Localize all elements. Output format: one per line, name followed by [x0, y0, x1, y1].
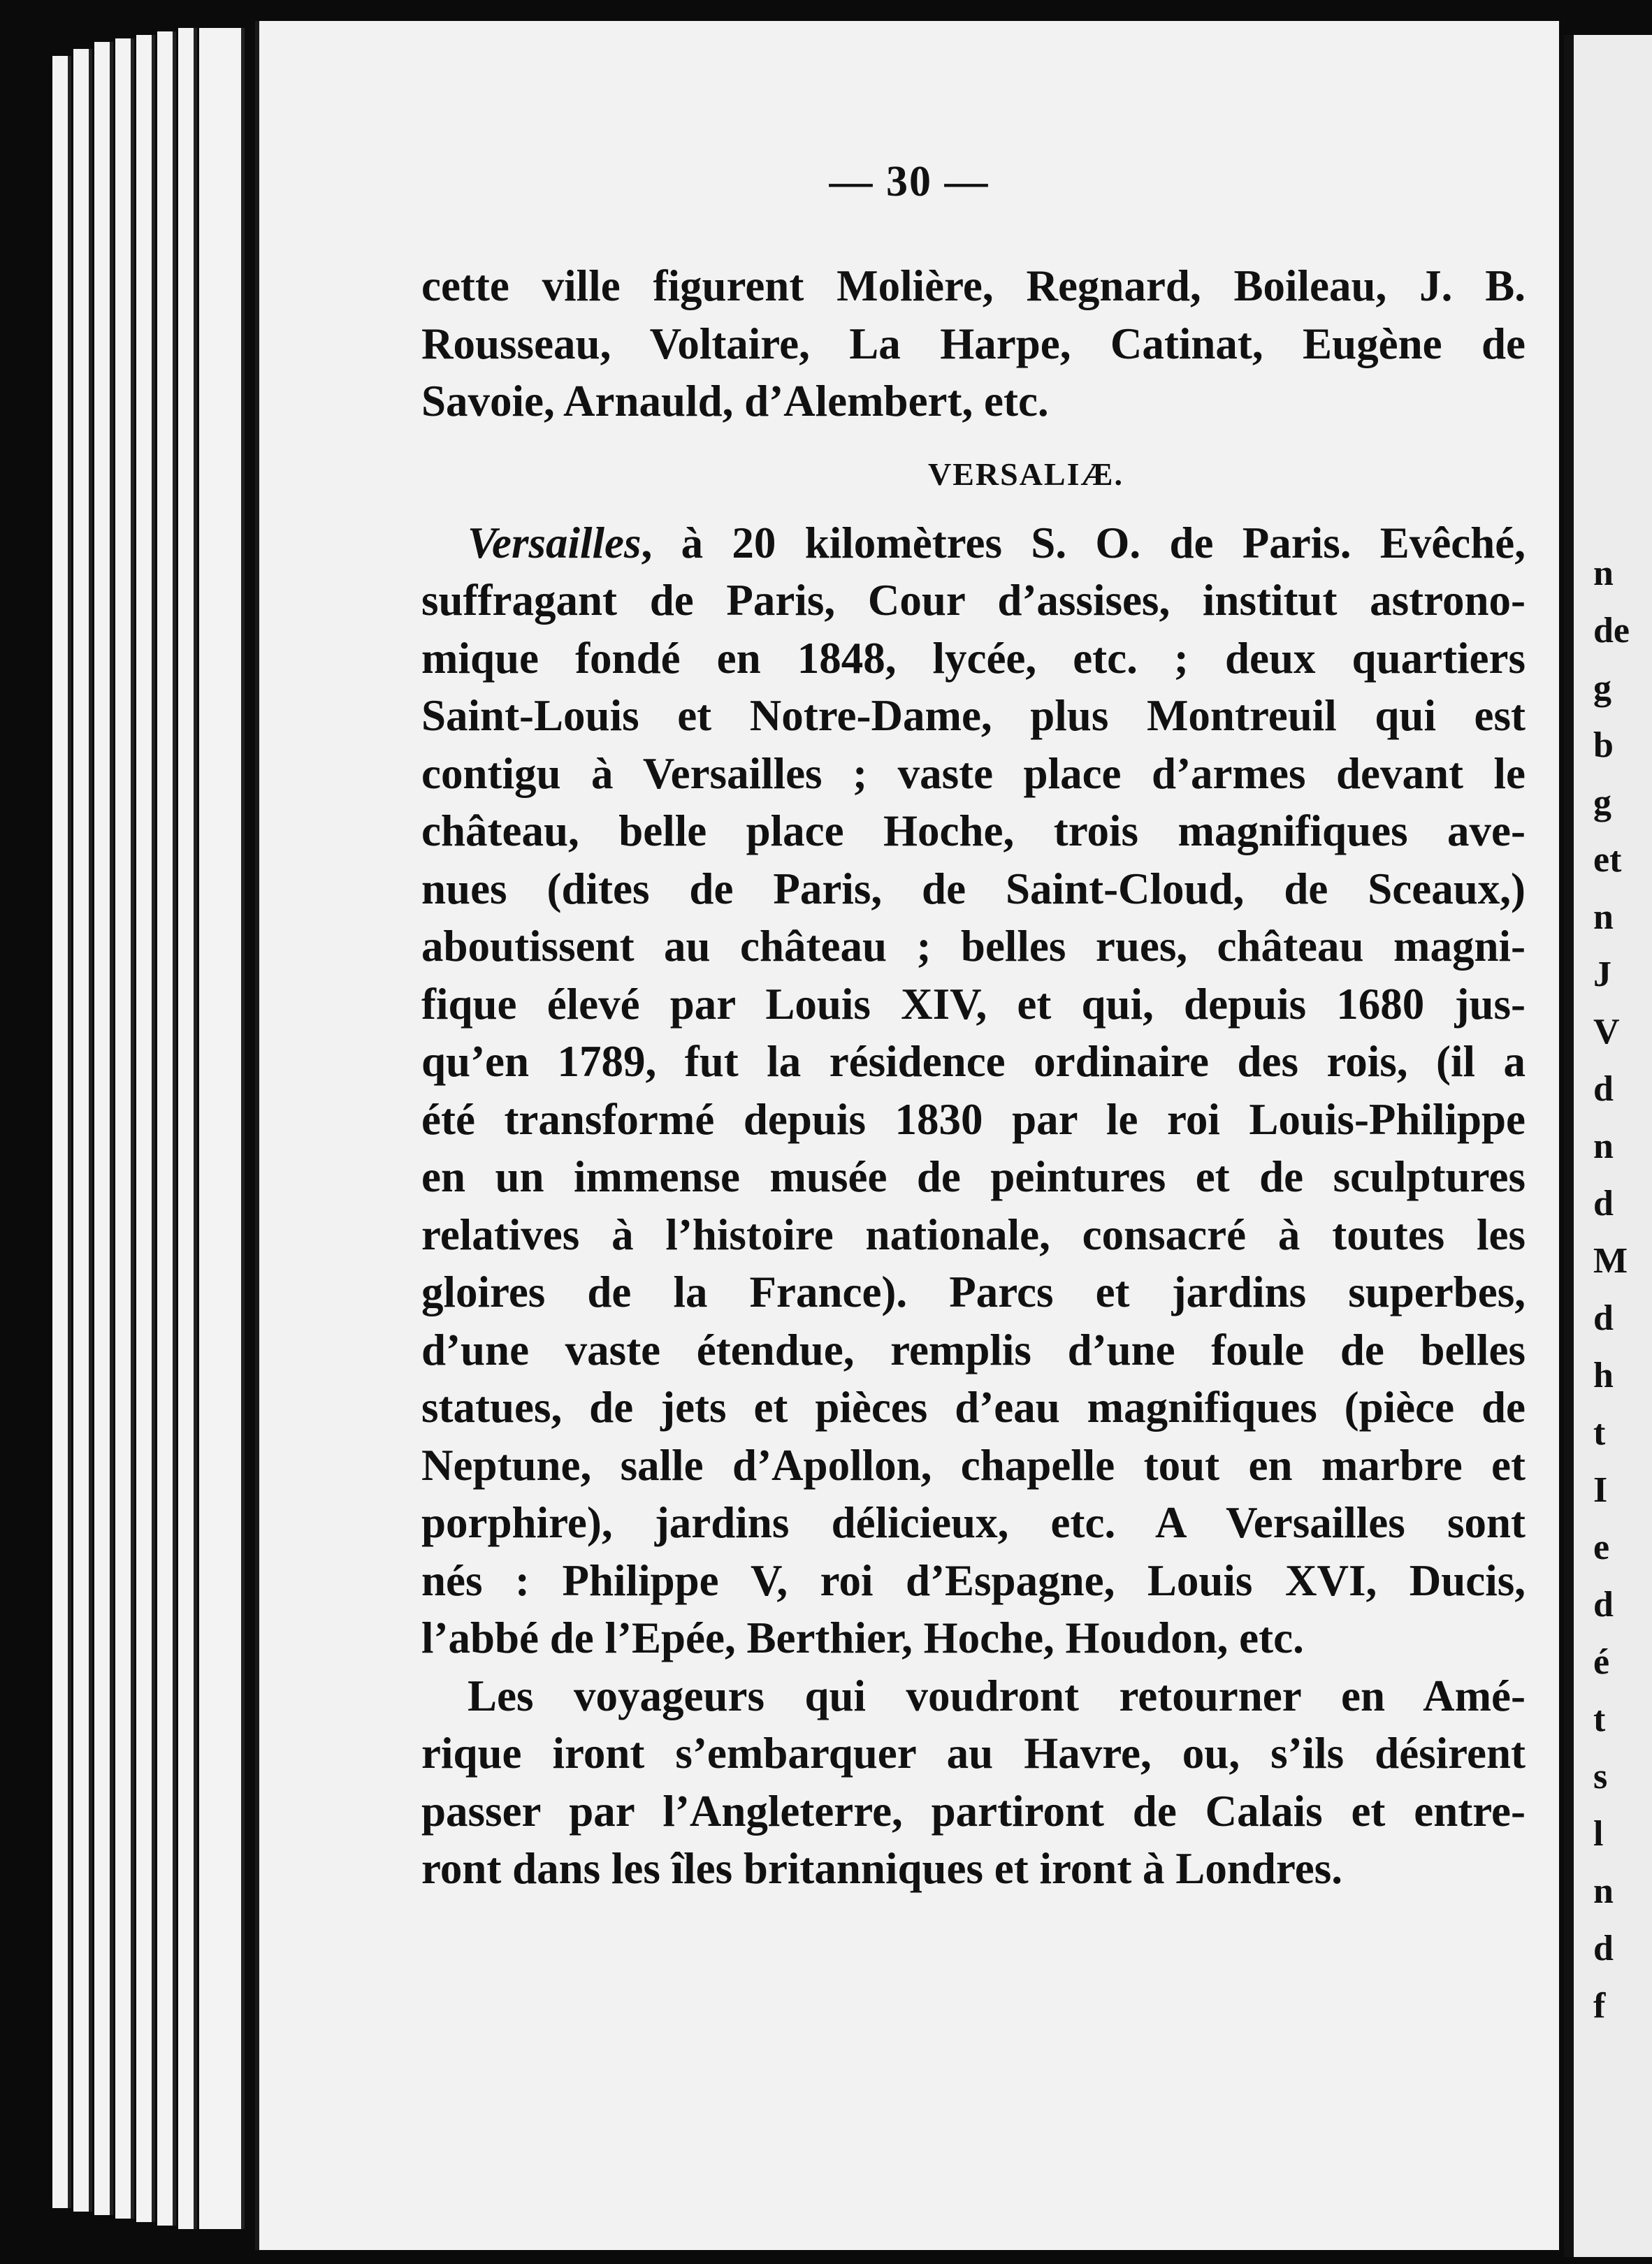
facing-page-letter: f [1593, 1986, 1606, 2026]
facing-page-letter: n [1593, 1126, 1614, 1166]
facing-page-letter: s [1593, 1757, 1608, 1797]
text-line: Rousseau, Voltaire, La Harpe, Catinat, Eugène de [421, 319, 1526, 368]
facing-page-edge [1564, 35, 1652, 2257]
text-line: relatives à l’histoire nationale, consacré à toutes les [421, 1210, 1526, 1259]
page-edge [136, 35, 155, 2222]
facing-page-letter: d [1593, 1929, 1614, 1968]
facing-page-letter: h [1593, 1356, 1614, 1395]
text-line: nues (dites de Paris, de Saint-Cloud, de Sceaux,) [421, 864, 1526, 913]
facing-page-letter: n [1593, 897, 1614, 937]
text-line: été transformé depuis 1830 par le roi Louis-Philippe [421, 1094, 1526, 1144]
facing-page-letter: t [1593, 1699, 1606, 1739]
facing-page-letter: é [1593, 1642, 1610, 1682]
text-line: suffragant de Paris, Cour d’assises, institut astrono- [421, 576, 1526, 625]
page-edge [52, 56, 71, 2208]
text-line: aboutissent au château ; belles rues, château magni- [421, 922, 1526, 971]
facing-page-letter: M [1593, 1241, 1628, 1281]
page-edge [178, 28, 197, 2229]
book-page-edges [52, 28, 262, 2229]
facing-page-letter: t [1593, 1413, 1606, 1453]
place-name: Versailles [468, 518, 642, 567]
text-line: gloires de la France). Parcs et jardins superbes, [421, 1268, 1526, 1316]
facing-page-letter: e [1593, 1528, 1610, 1567]
book-page [255, 21, 1559, 2250]
text-line: passer par l’Angleterre, partiront de Calais et entre- [421, 1786, 1526, 1836]
text-line: Neptune, salle d’Apollon, chapelle tout en marbre et [421, 1440, 1526, 1490]
text-line: nés : Philippe V, roi d’Espagne, Louis XVI, Ducis, [421, 1555, 1526, 1605]
page-edge [115, 38, 134, 2219]
page-edge [94, 42, 113, 2215]
text-line: Saint-Louis et Notre-Dame, plus Montreuil qui est [421, 691, 1526, 740]
text-line: qu’en 1789, fut la résidence ordinaire des rois, (il a [421, 1037, 1526, 1086]
facing-page-letter: d [1593, 1184, 1614, 1224]
text-run: , à 20 kilomètres S. O. de Paris. Evêché, [641, 518, 1526, 567]
facing-page-letter: de [1593, 611, 1630, 651]
page-edge [73, 49, 92, 2212]
facing-page-letter: g [1593, 668, 1611, 708]
facing-page-letter: l [1593, 1814, 1604, 1854]
text-line: statues, de jets et pièces d’eau magnifiques (pièce de [421, 1383, 1526, 1432]
text-line: rique iront s’embarquer au Havre, ou, s’ils désirent [421, 1729, 1526, 1778]
facing-page-letter: n [1593, 1871, 1614, 1911]
page-number: — 30 — [829, 158, 990, 205]
text-line: cette ville figurent Molière, Regnard, Boileau, J. B. [421, 261, 1526, 310]
text-line: ront dans les îles britanniques et iront à Londres. [421, 1844, 1342, 1893]
facing-page-letter: d [1593, 1298, 1614, 1338]
facing-page-letter: d [1593, 1069, 1614, 1109]
page-edge [157, 31, 176, 2226]
facing-page-letter: et [1593, 840, 1622, 880]
facing-page-letter: I [1593, 1470, 1608, 1510]
text-line [421, 514, 1526, 572]
text-line: l’abbé de l’Epée, Berthier, Hoche, Houdon, etc. [421, 1613, 1304, 1662]
text-line: Savoie, Arnauld, d’Alembert, etc. [421, 377, 1049, 426]
text-line: château, belle place Hoche, trois magnifiques ave- [421, 806, 1526, 855]
text-line: fique élevé par Louis XIV, et qui, depuis 1680 jus- [421, 979, 1526, 1029]
text-line: Les voyageurs qui voudront retourner en Amé- [468, 1671, 1526, 1720]
text-line: porphire), jardins délicieux, etc. A Versailles sont [421, 1498, 1526, 1547]
facing-page-letter: V [1593, 1012, 1620, 1052]
facing-page-letter: J [1593, 955, 1611, 994]
facing-page-letter: n [1593, 553, 1614, 593]
section-heading: VERSALIÆ. [927, 456, 1124, 492]
text-line: mique fondé en 1848, lycée, etc. ; deux quartiers [421, 633, 1526, 683]
page-edge [199, 28, 245, 2229]
text-line: en un immense musée de peintures et de sculptures [421, 1152, 1526, 1201]
text-line: contigu à Versailles ; vaste place d’armes devant le [421, 748, 1526, 798]
facing-page-letter: g [1593, 783, 1611, 822]
facing-page-letter: d [1593, 1585, 1614, 1625]
page-text [421, 257, 1526, 1898]
text-line: d’une vaste étendue, remplis d’une foule de belles [421, 1325, 1526, 1374]
facing-page-letter: b [1593, 725, 1614, 765]
facing-page-letters [1593, 545, 1630, 2035]
